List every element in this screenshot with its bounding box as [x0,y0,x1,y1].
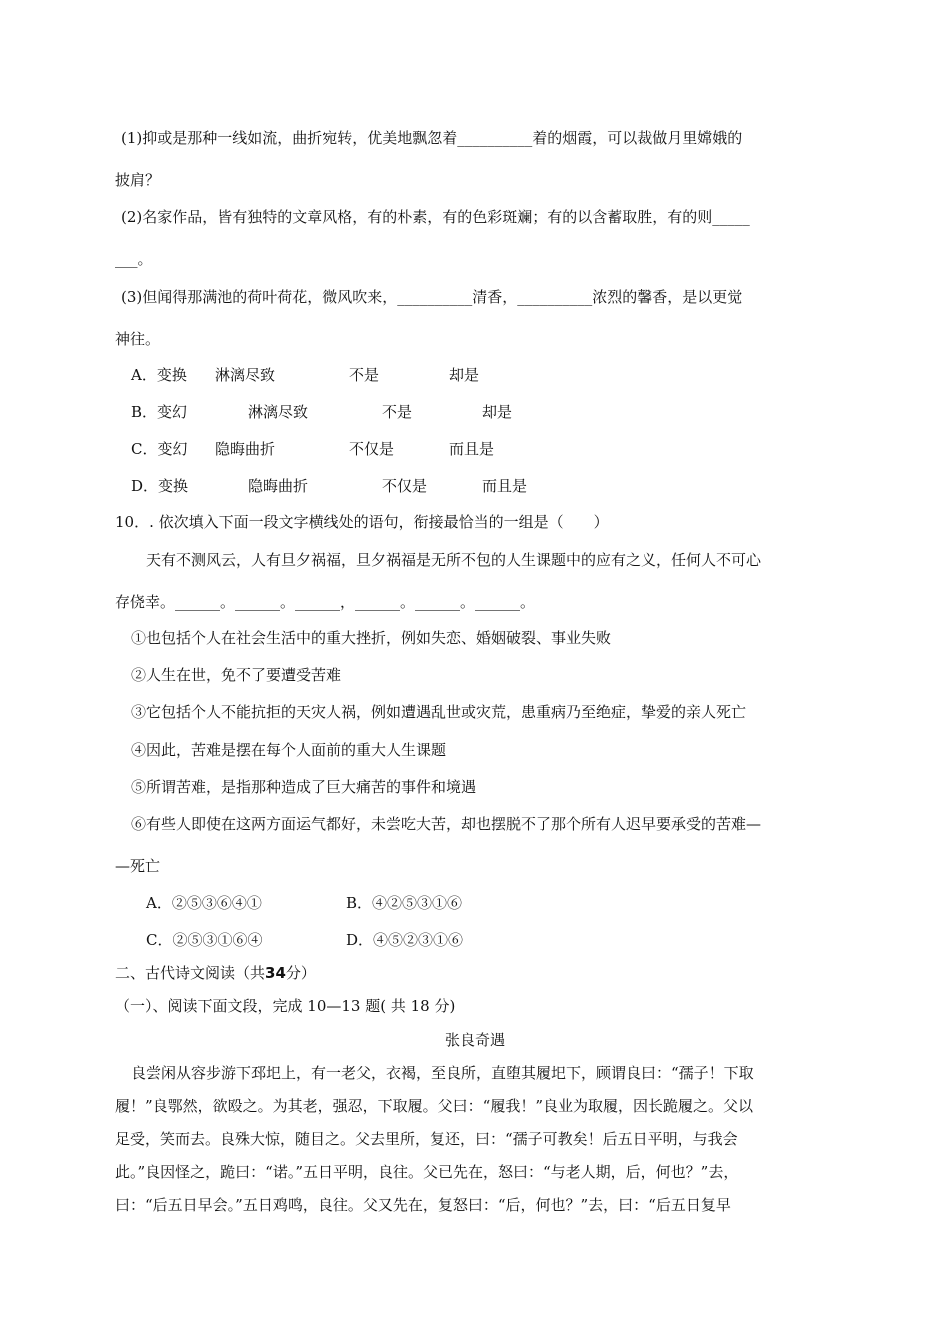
section-heading-prefix: 二、古代诗文阅读（共 [115,964,266,982]
passage-line: 足受，笑而去。良殊大惊，随目之。父去里所，复还，曰：“孺子可教矣！后五日平明，与我会 [115,1130,738,1148]
q9-option-letter: B．变幻 [131,403,188,421]
q9-option-word3: 而且是 [449,440,495,458]
q10-item-4: ④因此，苦难是摆在每个人面前的重大人生课题 [131,741,447,759]
q10-paragraph-line2: 存侥幸。______。______。______，______。______。______。 [115,593,536,611]
passage-line: 履！”良鄂然，欲殴之。为其老，强忍，下取履。父曰：“履我！”良业为取履，因长跪履之。父以 [115,1097,754,1115]
q10-stem: 10．. 依次填入下面一段文字横线处的语句，衔接最恰当的一组是（ ） [115,513,609,531]
passage-title: 张良奇遇 [444,1031,505,1049]
q9-sentence2-line2: ___。 [115,250,153,268]
q10-item-1: ①也包括个人在社会生活中的重大挫折，例如失恋、婚姻破裂、事业失败 [131,629,612,647]
section-heading-suffix: 分） [285,964,316,982]
q10-paragraph-line1: 天有不测风云，人有旦夕祸福，旦夕祸福是无所不包的人生课题中的应有之义，任何人不可心 [146,551,762,569]
q9-option-word3: 却是 [449,366,480,384]
subsection-instruction: （一）、阅读下面文段，完成 10—13 题( 共 18 分) [115,997,456,1015]
q9-option-word1: 隐晦曲折 [215,440,276,458]
q9-option-word1: 淋漓尽致 [248,403,309,421]
q9-option-word3: 而且是 [482,477,528,495]
passage-line: 良尝闲从容步游下邳圯上，有一老父，衣褐，至良所，直堕其履圯下，顾谓良曰：“孺子！下取 [131,1064,754,1082]
q9-option-word2: 不仅是 [349,440,395,458]
q9-sentence3-line1: (3)但闻得那满池的荷叶荷花，微风吹来，__________清香，__________浓烈的馨香，是以更觉 [121,288,743,306]
q9-option-letter: D．变换 [131,477,189,495]
q9-sentence3-line2: 神往。 [115,330,161,348]
q10-item-3: ③它包括个人不能抗拒的天灾人祸，例如遭遇乱世或灾荒，患重病乃至绝症，挚爱的亲人死亡 [131,703,747,721]
q9-sentence1-line2: 披肩？ [115,171,161,189]
q9-sentence1-line1: (1)抑或是那种一线如流，曲折宛转，优美地飘忽着__________着的烟霞，可以裁做月里嫦娥的 [121,129,743,147]
q9-option-letter: A．变换 [131,366,187,384]
passage-line: 曰：“后五日早会。”五日鸡鸣，良往。父又先在，复怒曰：“后，何也？”去，曰：“后五日复早 [115,1196,731,1214]
q9-option-word2: 不是 [349,366,380,384]
q9-option-word1: 隐晦曲折 [248,477,309,495]
q10-item-6: ⑥有些人即使在这两方面运气都好，未尝吃大苦，却也摆脱不了那个所有人迟早要承受的苦难— [131,815,762,833]
q9-sentence2-line1: (2)名家作品，皆有独特的文章风格，有的朴素，有的色彩斑斓；有的以含蓄取胜，有的则_____ [121,208,750,226]
q10-item-6-continued: —死亡 [115,857,161,875]
q9-option-word2: 不仅是 [382,477,428,495]
q9-option-letter: C．变幻 [131,440,188,458]
passage-line: 此。”良因怪之，跪曰：“诺。”五日平明，良往。父已先在，怒曰：“与老人期，后，何也？”去， [115,1163,739,1181]
q9-option-word1: 淋漓尽致 [215,366,276,384]
q10-option-c: C．②⑤③①⑥④ [146,931,263,949]
q9-option-word2: 不是 [382,403,413,421]
q10-option-b: B．④②⑤③①⑥ [346,894,463,912]
q10-option-d: D．④⑤②③①⑥ [346,931,464,949]
section-heading [115,963,316,983]
section-heading-score: 34 [265,964,286,982]
q10-option-a: A．②⑤③⑥④① [146,894,262,912]
q9-option-word3: 却是 [482,403,513,421]
q10-item-5: ⑤所谓苦难，是指那种造成了巨大痛苦的事件和境遇 [131,778,477,796]
q10-item-2: ②人生在世，免不了要遭受苦难 [131,666,342,684]
